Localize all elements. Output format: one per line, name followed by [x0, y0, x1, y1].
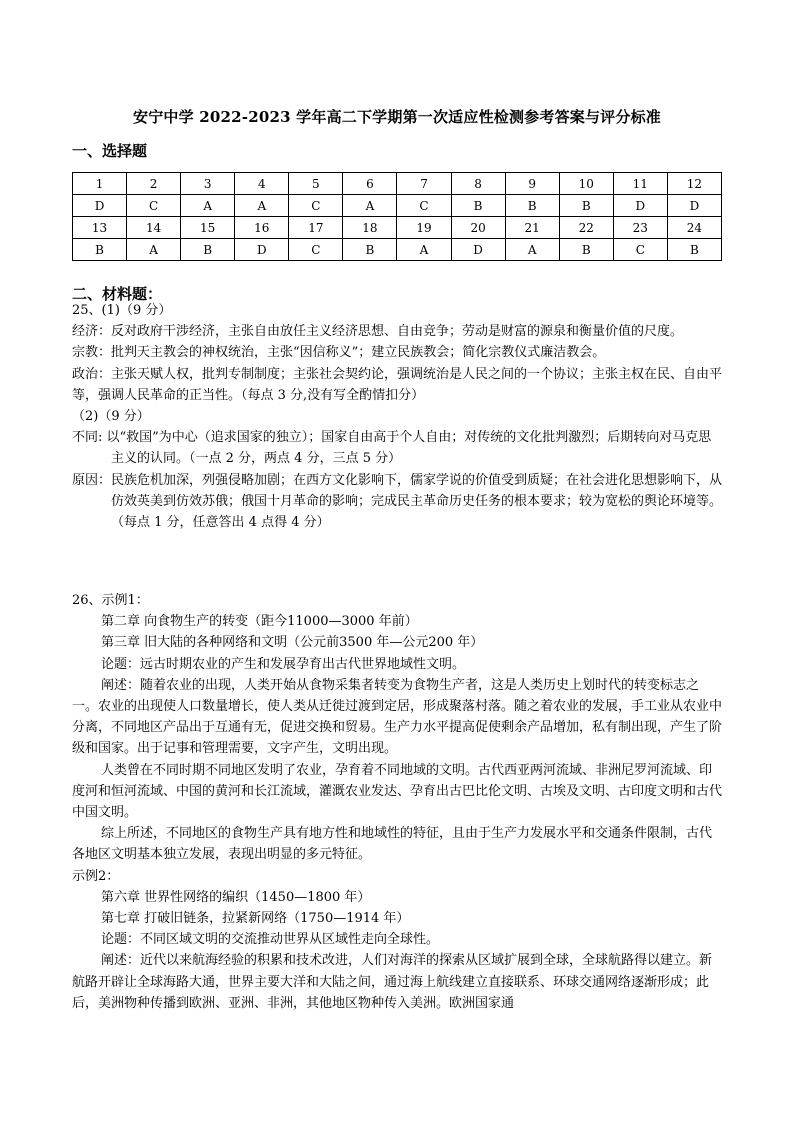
- q26-example1-para1: 阐述：随着农业的出现，人类开始从食物采集者转变为食物生产者，这是人类历史上划时代的转变标志之一。农业的出现使人口数量增长，使人类从迁徙过渡到定居，形成聚落村落。随之着农业的发展，手工业从农业中分离，不同地区产品出于互通有无，促进交换和贸易。生产力水平提高促使剩余产品增加，私有制出现，产生了阶级和国家。出于记事和管理需要，文字产生，文明出现。: [72, 677, 723, 757]
- answer-cell: D: [613, 195, 667, 217]
- question-number-cell: 10: [559, 173, 613, 195]
- q25-religion: 宗教：批判天主教会的神权统治，主张“因信称义”；建立民族教会；简化宗教仪式廉洁教会。: [72, 345, 606, 361]
- question-number-cell: 14: [127, 217, 181, 239]
- question-number-cell: 17: [289, 217, 343, 239]
- question-number-cell: 18: [343, 217, 397, 239]
- q25-part2-label: （2)（9 分）: [72, 409, 150, 425]
- answer-cell: A: [397, 239, 451, 261]
- table-row: [73, 173, 722, 195]
- q26-example2-label: 示例2：: [72, 868, 120, 884]
- answer-cell: B: [181, 239, 235, 261]
- question-number-cell: 11: [613, 173, 667, 195]
- question-number-cell: 19: [397, 217, 451, 239]
- answer-cell: D: [667, 195, 721, 217]
- question-25: [72, 300, 724, 533]
- question-number-cell: 23: [613, 217, 667, 239]
- question-number-cell: 1: [73, 173, 127, 195]
- answer-cell: A: [343, 195, 397, 217]
- table-row: [73, 195, 722, 217]
- q26-example2-thesis: 论题：不同区域文明的交流推动世界从区域性走向全球性。: [101, 932, 440, 948]
- answer-cell: B: [667, 239, 721, 261]
- q26-chapter-3: 第三章 旧大陆的各种网络和文明（公元前3500 年—公元200 年）: [101, 635, 484, 651]
- answer-cell: A: [235, 195, 289, 217]
- answer-table: [72, 172, 722, 261]
- q26-example1-thesis: 论题：远古时期农业的产生和发展孕育出古代世界地域性文明。: [101, 656, 466, 672]
- q26-example2-para1: 阐述：近代以来航海经验的积累和技术改进，人们对海洋的探索从区域扩展到全球，全球航路得以建立。新航路开辟让全球海路大通，世界主要大洋和大陆之间，通过海上航线建立直接联系、环球交通网络逐渐形成；此后，美洲物种传播到欧洲、亚洲、非洲，其他地区物种传入美洲。欧洲国家通: [72, 953, 713, 1011]
- question-number-cell: 12: [667, 173, 721, 195]
- question-number-cell: 2: [127, 173, 181, 195]
- question-number-cell: 4: [235, 173, 289, 195]
- q26-example1-para2: 人类曾在不同时期不同地区发明了农业，孕育着不同地域的文明。古代西亚两河流域、非洲尼罗河流域、印度河和恒河流域、中国的黄河和长江流域，灌溉农业发达、孕育出古巴比伦文明、古埃及文明、古印度文明和古代中国文明。: [72, 762, 723, 821]
- answer-cell: B: [559, 195, 613, 217]
- q25-economy: 经济：反对政府干涉经济，主张自由放任主义经济思想、自由竞争；劳动是财富的源泉和衡量价值的尺度。: [72, 324, 684, 340]
- question-26: [72, 590, 724, 1014]
- q26-chapter-6: 第六章 世界性网络的编织（1450—1800 年）: [101, 889, 371, 905]
- answer-cell: B: [451, 195, 505, 217]
- answer-cell: C: [289, 195, 343, 217]
- answer-cell: A: [127, 239, 181, 261]
- question-number-cell: 6: [343, 173, 397, 195]
- q25-reason: 原因：民族危机加深，列强侵略加剧；在西方文化影响下，儒家学说的价值受到质疑；在社会进化思想影响下，从仿效英美到仿效苏俄；俄国十月革命的影响；完成民主革命历史任务的根本要求；较为宽松的舆论环境等。（每点 1 分，任意答出 4 点得 4 分）: [72, 472, 723, 531]
- question-number-cell: 5: [289, 173, 343, 195]
- question-number-cell: 3: [181, 173, 235, 195]
- answer-cell: C: [397, 195, 451, 217]
- answer-cell: A: [505, 239, 559, 261]
- answer-cell: C: [289, 239, 343, 261]
- q25-part1-label: 25、(1)（9 分）: [72, 303, 172, 318]
- q26-example1-para3: 综上所述，不同地区的食物生产具有地方性和地域性的特征，且由于生产力发展水平和交通条件限制，古代各地区文明基本独立发展，表现出明显的多元特征。: [72, 826, 713, 863]
- q26-chapter-7: 第七章 打破旧链条，拉紧新网络（1750—1914 年）: [101, 911, 410, 927]
- section-heading-choice: 一、选择题: [72, 142, 148, 160]
- question-number-cell: 8: [451, 173, 505, 195]
- q26-example1-label: 26、示例1：: [72, 593, 149, 608]
- answer-cell: B: [505, 195, 559, 217]
- section-heading-material: 二、材料题：: [72, 285, 163, 303]
- page-title: 安宁中学 2022-2023 学年高二下学期第一次适应性检测参考答案与评分标准: [133, 108, 661, 126]
- answer-cell: C: [127, 195, 181, 217]
- answer-cell: D: [73, 195, 127, 217]
- table-row: [73, 217, 722, 239]
- question-number-cell: 7: [397, 173, 451, 195]
- answer-cell: D: [451, 239, 505, 261]
- answer-cell: D: [235, 239, 289, 261]
- question-number-cell: 22: [559, 217, 613, 239]
- answer-cell: B: [73, 239, 127, 261]
- question-number-cell: 24: [667, 217, 721, 239]
- question-number-cell: 16: [235, 217, 289, 239]
- answer-cell: A: [181, 195, 235, 217]
- answer-cell: C: [613, 239, 667, 261]
- q26-chapter-2: 第二章 向食物生产的转变（距今11000—3000 年前）: [101, 614, 418, 630]
- question-number-cell: 9: [505, 173, 559, 195]
- question-number-cell: 21: [505, 217, 559, 239]
- question-number-cell: 20: [451, 217, 505, 239]
- answer-cell: B: [559, 239, 613, 261]
- question-number-cell: 13: [73, 217, 127, 239]
- q25-difference: 不同: 以“救国”为中心（追求国家的独立）；国家自由高于个人自由；对传统的文化批判激烈；后期转向对马克思主义的认同。（一点 2 分，两点 4 分，三点 5 分）: [72, 430, 712, 467]
- answer-cell: B: [343, 239, 397, 261]
- table-row: [73, 239, 722, 261]
- question-number-cell: 15: [181, 217, 235, 239]
- q25-politics: 政治：主张天赋人权，批判专制制度；主张社会契约论，强调统治是人民之间的一个协议；主张主权在民、自由平等，强调人民革命的正当性。（每点 3 分,没有写全酌情扣分）: [72, 366, 723, 403]
